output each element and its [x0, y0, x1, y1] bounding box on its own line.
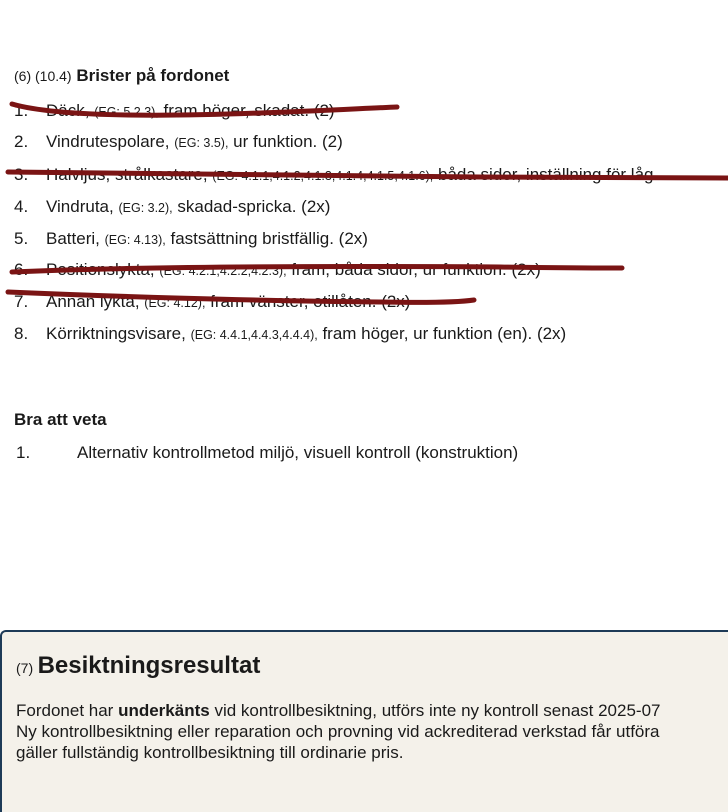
defect-code: (EG: 3.2),	[118, 201, 173, 215]
defect-code: (EG: 4.2.1,4.2.2,4.2.3),	[159, 264, 287, 278]
defect-name: Däck,	[46, 101, 90, 120]
good-to-know-text: Alternativ kontrollmetod miljö, visuell kontroll (konstruktion)	[77, 443, 519, 462]
result-text	[16, 700, 660, 763]
defect-number: 3.	[14, 165, 29, 184]
defect-number: 2.	[14, 132, 29, 151]
defects-title: Brister på fordonet	[76, 66, 230, 85]
defect-detail: fastsättning bristfällig. (2x)	[170, 229, 368, 248]
defect-detail: fram vänster, otillåten. (2x)	[210, 292, 411, 311]
result-line-1-prefix: Fordonet har	[16, 701, 114, 720]
defect-number: 7.	[14, 292, 29, 311]
good-to-know-title: Bra att veta	[14, 410, 107, 429]
defect-detail: fram höger, ur funktion (en). (2x)	[322, 324, 567, 343]
defect-name: Halvljus, strålkastare,	[46, 165, 208, 184]
defects-header	[14, 66, 229, 86]
defect-item	[14, 322, 566, 346]
defect-detail: fram, båda sidor, ur funktion. (2x)	[291, 260, 541, 279]
defect-code: (EG: 3.5),	[174, 136, 229, 150]
result-line-3: gäller fullständig kontrollbesiktning till ordinarie pris.	[16, 743, 404, 762]
defect-code: (EG: 4.4.1,4.4.3,4.4.4),	[190, 328, 318, 342]
defect-detail: ur funktion. (2)	[233, 132, 343, 151]
result-section-number: (7)	[16, 660, 34, 676]
defect-code: (EG: 5.2.3),	[94, 105, 159, 119]
result-header	[16, 652, 260, 680]
defect-item	[14, 195, 330, 219]
defect-detail: båda sidor, inställning för låg	[438, 165, 654, 184]
defect-number: 1.	[14, 101, 29, 120]
defect-name: Positionslykta,	[46, 260, 155, 279]
defect-name: Annan lykta,	[46, 292, 140, 311]
good-to-know-item	[16, 443, 518, 463]
defect-detail: fram höger, skadat. (2)	[163, 101, 335, 120]
defect-code: (EG: 4.1.1,4.1.2,4.1.3,4.1.4,4.1.5,4.1.6),	[212, 169, 434, 183]
result-line-1	[16, 700, 660, 721]
defect-name: Batteri,	[46, 229, 100, 248]
defect-item	[14, 227, 368, 251]
defect-number: 5.	[14, 229, 29, 248]
inspection-result-panel	[0, 630, 728, 812]
result-line-2: Ny kontrollbesiktning eller reparation och provning vid ackrediterad verkstad får utföra	[16, 722, 660, 741]
defect-item	[14, 163, 654, 187]
defect-code: (EG: 4.13),	[104, 233, 166, 247]
defect-item	[14, 258, 541, 282]
defect-detail: skadad-spricka. (2x)	[177, 197, 331, 216]
result-line-1-suffix: vid kontrollbesiktning, utförs inte ny kontroll senast 2025-07	[214, 701, 661, 720]
defect-name: Vindruta,	[46, 197, 114, 216]
defect-number: 4.	[14, 197, 29, 216]
defect-number: 6.	[14, 260, 29, 279]
defect-number: 8.	[14, 324, 29, 343]
defect-item	[14, 99, 335, 123]
good-to-know-number: 1.	[16, 443, 31, 462]
defect-item	[14, 130, 343, 154]
defect-code: (EG: 4.12),	[144, 296, 206, 310]
result-verdict: underkänts	[118, 701, 210, 720]
defect-item	[14, 290, 410, 314]
defect-name: Vindrutespolare,	[46, 132, 170, 151]
result-title: Besiktningsresultat	[37, 652, 261, 679]
defect-name: Körriktningsvisare,	[46, 324, 186, 343]
defects-section-number: (6) (10.4)	[14, 68, 72, 84]
